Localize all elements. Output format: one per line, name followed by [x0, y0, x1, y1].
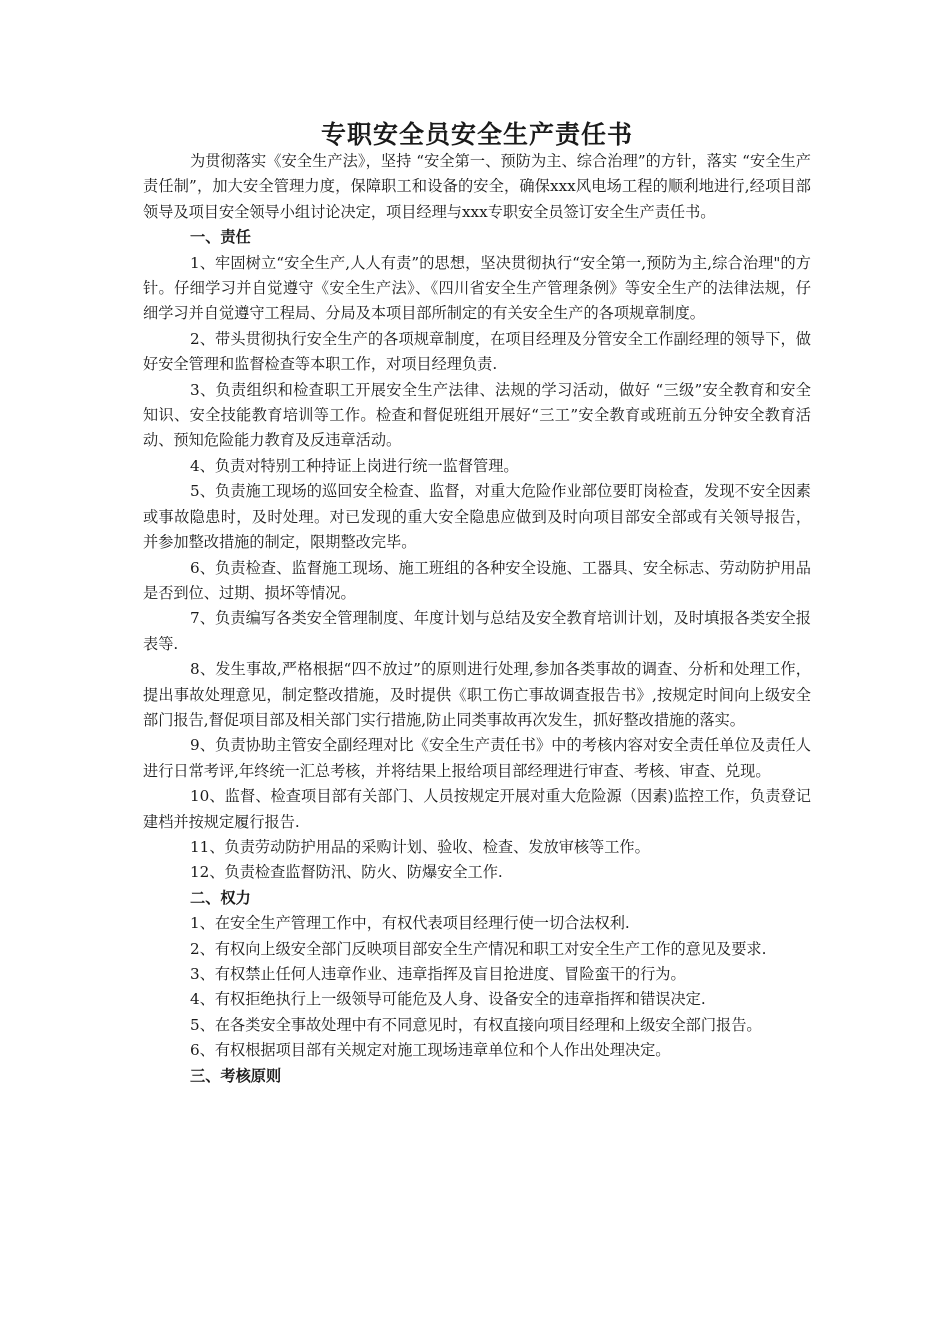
intro-paragraph: 为贯彻落实《安全生产法》，坚持 “安全第一、预防为主、综合治理”的方针，落实 “安全生产责任制”，加大安全管理力度，保障职工和设备的安全，确保xxx风电场工程的顺利地进行,经项目部领导及项目安全领导小组讨论决定，项目经理与xxx专职安全员签订安全生产责任书。 [143, 152, 811, 221]
responsibility-item: 11、负责劳动防护用品的采购计划、验收、检查、发放审核等工作。 [190, 837, 650, 856]
authority-item: 1、在安全生产管理工作中，有权代表项目经理行使一切合法权利. [190, 914, 630, 933]
section-heading-assessment: 三、考核原则 [190, 1066, 282, 1085]
document-page [143, 118, 811, 1089]
responsibility-item: 9、负责协助主管安全副经理对比《安全生产责任书》中的考核内容对安全责任单位及责任人进行日常考评,年终统一汇总考核，并将结果上报给项目部经理进行审查、考核、审查、兑现。 [143, 736, 811, 780]
responsibility-item: 4、负责对特别工种持证上岗进行统一监督管理。 [190, 456, 519, 475]
responsibility-item: 6、负责检查、监督施工现场、施工班组的各种安全设施、工器具、安全标志、劳动防护用品是否到位、过期、损坏等情况。 [143, 558, 811, 602]
authority-item: 6、有权根据项目部有关规定对施工现场违章单位和个人作出处理决定。 [190, 1041, 671, 1060]
authority-item: 4、有权拒绝执行上一级领导可能危及人身、设备安全的违章指挥和错误决定. [190, 990, 706, 1009]
responsibility-item: 1、牢固树立“安全生产,人人有责”的思想，坚决贯彻执行“安全第一,预防为主,综合治理"的方针。仔细学习并自觉遵守《安全生产法》、《四川省安全生产管理条例》等安全生产的法律法规，仔细学习并自觉遵守工程局、分局及本项目部所制定的有关安全生产的各项规章制度。 [143, 253, 811, 323]
responsibility-item: 8、发生事故,严格根据“四不放过”的原则进行处理,参加各类事故的调查、分析和处理工作，提出事故处理意见，制定整改措施，及时提供《职工伤亡事故调查报告书》,按规定时间向上级安全部门报告,督促项目部及相关部门实行措施,防止同类事故再次发生，抓好整改措施的落实。 [143, 660, 811, 729]
authority-item: 3、有权禁止任何人违章作业、违章指挥及盲目抢进度、冒险蛮干的行为。 [190, 965, 686, 983]
section-heading-responsibility: 一、责任 [190, 228, 251, 247]
responsibility-item: 3、负责组织和检查职工开展安全生产法律、法规的学习活动，做好 “三级”安全教育和安全知识、安全技能教育培训等工作。检查和督促班组开展好“三工”安全教育或班前五分钟安全教育活动、预知危险能力教育及反违章活动。 [143, 380, 811, 450]
responsibility-item: 7、负责编写各类安全管理制度、年度计划与总结及安全教育培训计划，及时填报各类安全报表等. [143, 609, 811, 653]
document-title: 专职安全员安全生产责任书 [320, 120, 633, 149]
responsibility-item: 5、负责施工现场的巡回安全检查、监督，对重大危险作业部位要盯岗检查，发现不安全因素或事故隐患时，及时处理。对已发现的重大安全隐患应做到及时向项目部安全部或有关领导报告，并参加整改措施的制定，限期整改完毕。 [143, 482, 811, 552]
responsibility-item: 10、监督、检查项目部有关部门、人员按规定开展对重大危险源（因素)监控工作，负责登记建档并按规定履行报告. [143, 787, 811, 831]
authority-item: 2、有权向上级安全部门反映项目部安全生产情况和职工对安全生产工作的意见及要求. [190, 939, 767, 958]
responsibility-item: 2、带头贯彻执行安全生产的各项规章制度，在项目经理及分管安全工作副经理的领导下，做好安全管理和监督检查等本职工作，对项目经理负责. [143, 329, 811, 374]
responsibility-item: 12、负责检查监督防汛、防火、防爆安全工作. [190, 863, 503, 882]
section-heading-authority: 二、权力 [190, 888, 251, 907]
authority-item: 5、在各类安全事故处理中有不同意见时，有权直接向项目经理和上级安全部门报告。 [190, 1015, 762, 1034]
